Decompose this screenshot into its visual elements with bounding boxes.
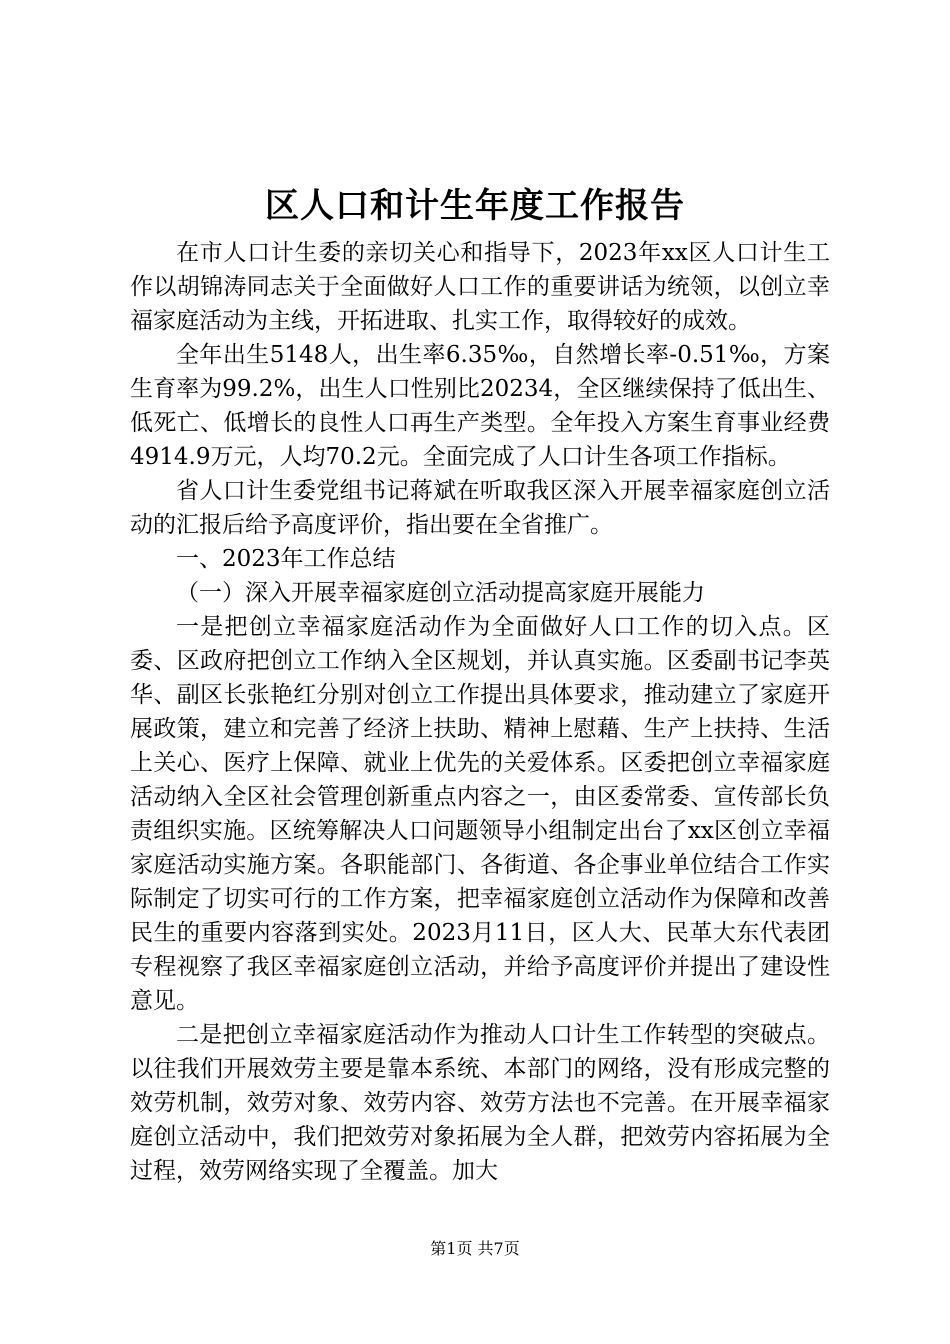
document-title: 区人口和计生年度工作报告 — [265, 186, 685, 226]
section-heading: 一、2023年工作总结 — [176, 546, 396, 572]
paragraph-intro: 在市人口计生委的亲切关心和指导下，2023年xx区人口计生工作以胡锦涛同志关于全面做好人口工作的重要讲话为统领，以创立幸福家庭活动为主线，开拓进取、扎实工作，取得较好的成效。 — [130, 240, 830, 334]
page-footer: 第1页 共7页 — [430, 1239, 520, 1258]
paragraph-point-two: 二是把创立幸福家庭活动作为推动人口计生工作转型的突破点。以往我们开展效劳主要是靠本系统、本部门的网络，没有形成完整的效劳机制，效劳对象、效劳内容、效劳方法也不完善。在开展幸福家庭创立活动中，我们把效劳对象拓展为全人群，把效劳内容拓展为全过程，效劳网络实现了全覆盖。加大 — [130, 1022, 830, 1184]
paragraph-statistics: 全年出生5148人，出生率6.35‰，自然增长率-0.51‰，方案生育率为99.2%，出生人口性别比20234，全区继续保持了低出生、低死亡、低增长的良性人口再生产类型。全年投入方案生育事业经费4914.9万元，人均70.2元。全面完成了人口计生各项工作指标。 — [130, 342, 830, 470]
paragraph-point-one: 一是把创立幸福家庭活动作为全面做好人口工作的切入点。区委、区政府把创立工作纳入全区规划，并认真实施。区委副书记李英华、副区长张艳红分别对创立工作提出具体要求，推动建立了家庭开展政策，建立和完善了经济上扶助、精神上慰藉、生产上扶持、生活上关心、医疗上保障、就业上优先的关爱体系。区委把创立幸福家庭活动纳入全区社会管理创新重点内容之一，由区委常委、宣传部长负责组织实施。区统筹解决人口问题领导小组制定出台了xx区创立幸福家庭活动实施方案。各职能部门、各街道、各企事业单位结合工作实际制定了切实可行的工作方案，把幸福家庭创立活动作为保障和改善民生的重要内容落到实处。2023月11日，区人大、民革大东代表团专程视察了我区幸福家庭创立活动，并给予高度评价并提出了建设性意见。 — [130, 614, 830, 1014]
subsection-heading: （一）深入开展幸福家庭创立活动提高家庭开展能力 — [176, 580, 705, 606]
document-body — [130, 236, 830, 1188]
paragraph-evaluation: 省人口计生委党组书记蒋斌在听取我区深入开展幸福家庭创立活动的汇报后给予高度评价，指出要在全省推广。 — [130, 478, 830, 538]
